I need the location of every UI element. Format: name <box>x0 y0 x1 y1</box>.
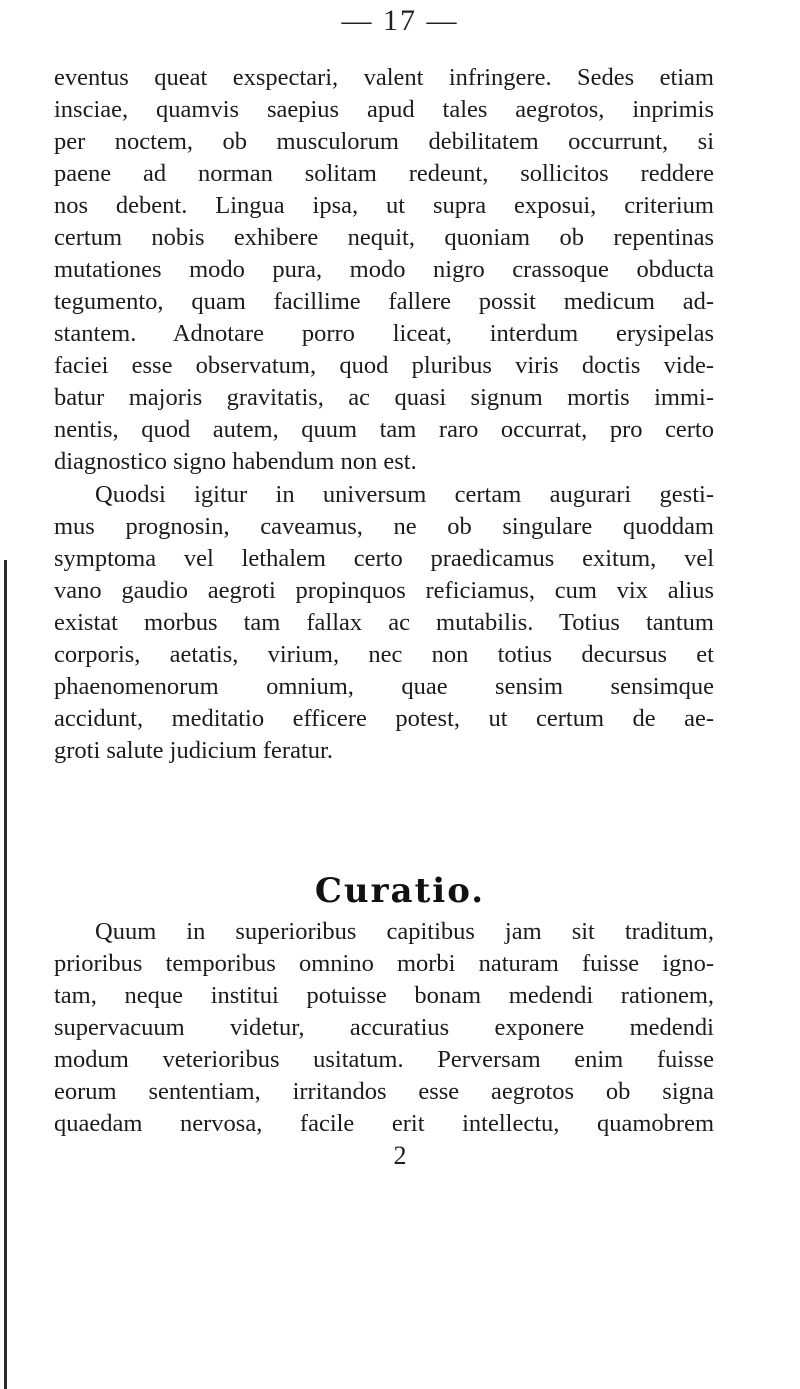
text-line: insciae, quamvis saepius apud tales aegrotos, inprimis <box>54 96 714 123</box>
text-line: tegumento, quam facillime fallere possit medicum ad- <box>54 288 714 315</box>
text-line: batur majoris gravitatis, ac quasi signum mortis immi- <box>54 384 714 411</box>
text-line: nentis, quod autem, quum tam raro occurrat, pro certo <box>54 416 714 443</box>
text-line: Quum in superioribus capitibus jam sit traditum, <box>95 918 714 945</box>
text-line: prioribus temporibus omnino morbi naturam fuisse igno- <box>54 950 714 977</box>
text-line: groti salute judicium feratur. <box>54 737 333 764</box>
text-line: mutationes modo pura, modo nigro crassoque obducta <box>54 256 714 283</box>
text-line: vano gaudio aegroti propinquos reficiamus, cum vix alius <box>54 577 714 604</box>
text-line: Quodsi igitur in universum certam augurari gesti- <box>95 481 714 508</box>
text-line: certum nobis exhibere nequit, quoniam ob repentinas <box>54 224 714 251</box>
text-line: faciei esse observatum, quod pluribus viris doctis vide- <box>54 352 714 379</box>
text-line: accidunt, meditatio efficere potest, ut certum de ae- <box>54 705 714 732</box>
text-line: eventus queat exspectari, valent infringere. Sedes etiam <box>54 64 714 91</box>
text-line: modum veterioribus usitatum. Perversam enim fuisse <box>54 1046 714 1073</box>
text-line: corporis, aetatis, virium, nec non totius decursus et <box>54 641 714 668</box>
text-line: quaedam nervosa, facile erit intellectu, quamobrem <box>54 1110 714 1137</box>
text-line: diagnostico signo habendum non est. <box>54 448 417 475</box>
signature-mark: 2 <box>393 1141 407 1170</box>
text-line: mus prognosin, caveamus, ne ob singulare quoddam <box>54 513 714 540</box>
text-line: eorum sententiam, irritandos esse aegrotos ob signa <box>54 1078 714 1105</box>
text-line: phaenomenorum omnium, quae sensim sensimque <box>54 673 714 700</box>
binding-edge <box>4 560 7 1389</box>
text-line: symptoma vel lethalem certo praedicamus exitum, vel <box>54 545 714 572</box>
text-line: per noctem, ob musculorum debilitatem occurrunt, si <box>54 128 714 155</box>
text-line: tam, neque institui potuisse bonam medendi rationem, <box>54 982 714 1009</box>
section-heading: Curatio. <box>314 871 486 911</box>
page-number-header: — 17 — <box>341 4 459 37</box>
text-line: stantem. Adnotare porro liceat, interdum erysipelas <box>54 320 714 347</box>
text-line: nos debent. Lingua ipsa, ut supra exposui, criterium <box>54 192 714 219</box>
text-line: supervacuum videtur, accuratius exponere medendi <box>54 1014 714 1041</box>
text-line: existat morbus tam fallax ac mutabilis. Totius tantum <box>54 609 714 636</box>
text-line: paene ad norman solitam redeunt, sollicitos reddere <box>54 160 714 187</box>
